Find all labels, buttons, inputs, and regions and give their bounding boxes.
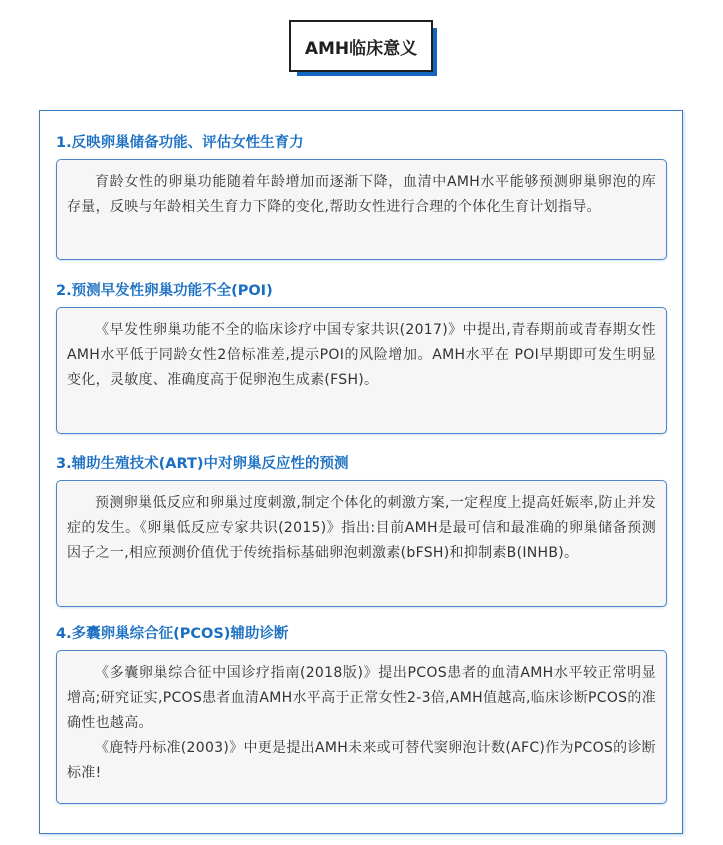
section-heading: 1.反映卵巢储备功能、评估女性生育力 xyxy=(56,135,304,151)
section-heading: 3.辅助生殖技术(ART)中对卵巢反应性的预测 xyxy=(56,456,349,472)
section-paragraph: 《多囊卵巢综合征中国诊疗指南(2018版)》提出PCOS患者的血清AMH水平较正常明显增高;研究证实,PCOS患者血清AMH水平高于正常女性2-3倍,AMH值越高,临床诊断PCOS的准确性也越高。 xyxy=(67,665,656,731)
section-heading: 4.多囊卵巢综合征(PCOS)辅助诊断 xyxy=(56,626,289,642)
section-poi-prediction xyxy=(56,279,667,434)
section-paragraph: 育龄女性的卵巢功能随着年龄增加而逐渐下降，血清中AMH水平能够预测卵巢卵泡的库存量，反映与年龄相关生育力下降的变化,帮助女性进行合理的个体化生育计划指导。 xyxy=(67,174,656,215)
section-body xyxy=(56,307,667,434)
content-panel xyxy=(39,110,683,834)
section-pcos-diagnosis xyxy=(56,622,667,804)
section-ovarian-reserve xyxy=(56,131,667,260)
section-paragraph: 《鹿特丹标准(2003)》中更是提出AMH未来或可替代窦卵泡计数(AFC)作为PCOS的诊断标准! xyxy=(67,740,656,781)
section-heading: 2.预测早发性卵巢功能不全(POI) xyxy=(56,283,273,299)
section-paragraph: 《早发性卵巢功能不全的临床诊疗中国专家共识(2017)》中提出,青春期前或青春期女性AMH水平低于同龄女性2倍标准差,提示POI的风险增加。AMH水平在 POI早期即可发生明显变化，灵敏度、准确度高于促卵泡生成素(FSH)。 xyxy=(67,322,656,388)
page-title: AMH临床意义 xyxy=(289,20,433,72)
section-body xyxy=(56,159,667,260)
section-body xyxy=(56,480,667,607)
section-art-prediction xyxy=(56,452,667,607)
section-body xyxy=(56,650,667,804)
section-paragraph: 预测卵巢低反应和卵巢过度刺激,制定个体化的刺激方案,一定程度上提高妊娠率,防止并发症的发生。《卵巢低反应专家共识(2015)》指出:目前AMH是最可信和最准确的卵巢储备预测因子之一,相应预测价值优于传统指标基础卵泡刺激素(bFSH)和抑制素B(INHB)。 xyxy=(67,495,656,561)
title-badge xyxy=(289,20,437,76)
